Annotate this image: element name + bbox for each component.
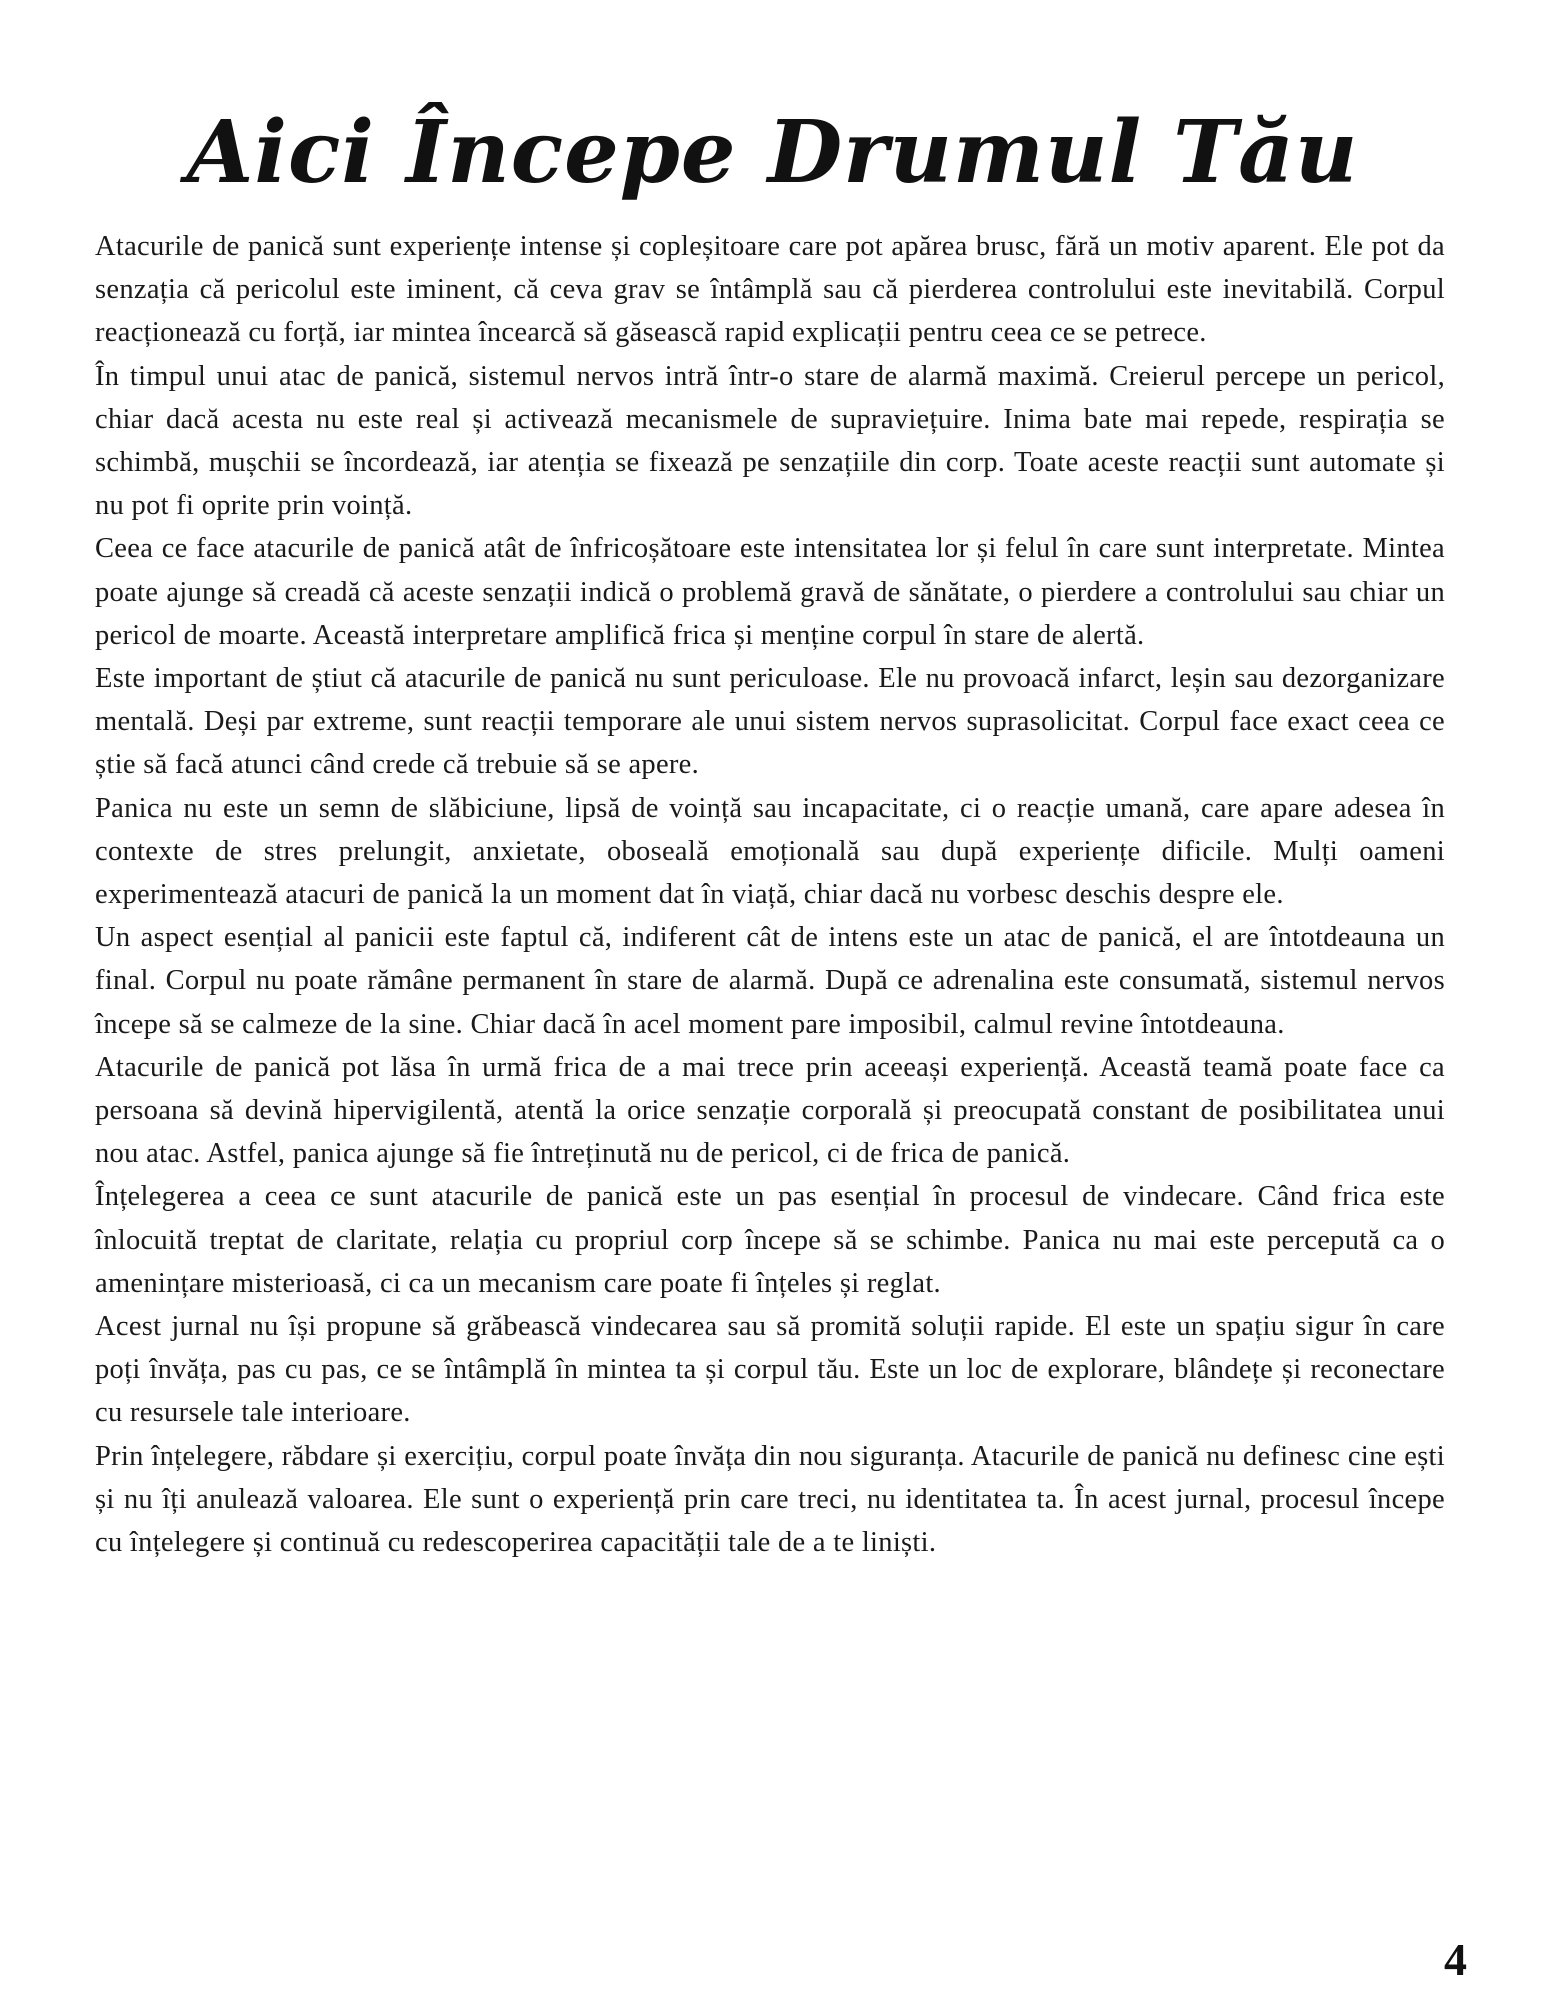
- paragraph: Un aspect esențial al panicii este faptul că, indiferent cât de intens este un atac de panică, el are întotdeauna un final. Corpul nu poate rămâne permanent în stare de alarmă. După ce adrenalina este consumată, sistemul nervos începe să se calmeze de la sine. Chiar dacă în acel moment pare imposibil, calmul revine întotdeauna.: [95, 922, 1445, 1040]
- page-number: 4: [1444, 1934, 1467, 1985]
- paragraph: Atacurile de panică sunt experiențe intense și copleșitoare care pot apărea brusc, fără un motiv aparent. Ele pot da senzația că pericolul este iminent, că ceva grav se întâmplă sau că pierderea controlului este inevitabilă. Corpul reacționează cu forță, iar mintea încearcă să găsească rapid explicații pentru ceea ce se petrece.: [95, 231, 1445, 349]
- page-title: Aici Începe Drumul Tău: [186, 102, 1359, 203]
- paragraph: Prin înțelegere, răbdare și exercițiu, corpul poate învăța din nou siguranța. Atacurile de panică nu definesc cine ești și nu îți anulează valoarea. Ele sunt o experiență prin care treci, nu identitatea ta. În acest jurnal, procesul începe cu înțelegere și continuă cu redescoperirea capacității tale de a te liniști.: [95, 1440, 1445, 1559]
- paragraph: Este important de știut că atacurile de panică nu sunt periculoase. Ele nu provoacă infarct, leșin sau dezorganizare mentală. Deși par extreme, sunt reacții temporare ale unui sistem nervos suprasolicitat. Corpul face exact ceea ce știe să facă atunci când crede că trebuie să se apere.: [95, 663, 1445, 781]
- paragraph: Atacurile de panică pot lăsa în urmă frica de a mai trece prin aceeași experiență. Această teamă poate face ca persoana să devină hipervigilentă, atentă la orice senzație corporală și preocupată constant de posibilitatea unui nou atac. Astfel, panica ajunge să fie întreținută nu de pericol, ci de frica de panică.: [95, 1051, 1445, 1170]
- body-text: [95, 225, 1445, 1564]
- paragraph: Ceea ce face atacurile de panică atât de înfricoșătoare este intensitatea lor și felul în care sunt interpretate. Mintea poate ajunge să creadă că aceste senzații indică o problemă gravă de sănătate, o pierdere a controlului sau chiar un pericol de moarte. Această interpretare amplifică frica și menține corpul în stare de alertă.: [95, 533, 1445, 651]
- paragraph: Înțelegerea a ceea ce sunt atacurile de panică este un pas esențial în procesul de vindecare. Când frica este înlocuită treptat de claritate, relația cu propriul corp începe să se schimbe. Panica nu mai este percepută ca o amenințare misterioasă, ci ca un mecanism care poate fi înțeles și reglat.: [95, 1181, 1445, 1299]
- paragraph: În timpul unui atac de panică, sistemul nervos intră într-o stare de alarmă maximă. Creierul percepe un pericol, chiar dacă acesta nu este real și activează mecanismele de supraviețuire. Inima bate mai repede, respirația se schimbă, mușchii se încordează, iar atenția se fixează pe senzațiile din corp. Toate aceste reacții sunt automate și nu pot fi oprite prin voință.: [95, 360, 1445, 522]
- paragraph: Panica nu este un semn de slăbiciune, lipsă de voință sau incapacitate, ci o reacție umană, care apare adesea în contexte de stres prelungit, anxietate, oboseală emoțională sau după experiențe dificile. Mulți oameni experimentează atacuri de panică la un moment dat în viață, chiar dacă nu vorbesc deschis despre ele.: [95, 792, 1445, 911]
- paragraph: Acest jurnal nu își propune să grăbească vindecarea sau să promită soluții rapide. El este un spațiu sigur în care poți învăța, pas cu pas, ce se întâmplă în mintea ta și corpul tău. Este un loc de explorare, blândețe și reconectare cu resursele tale interioare.: [95, 1311, 1445, 1429]
